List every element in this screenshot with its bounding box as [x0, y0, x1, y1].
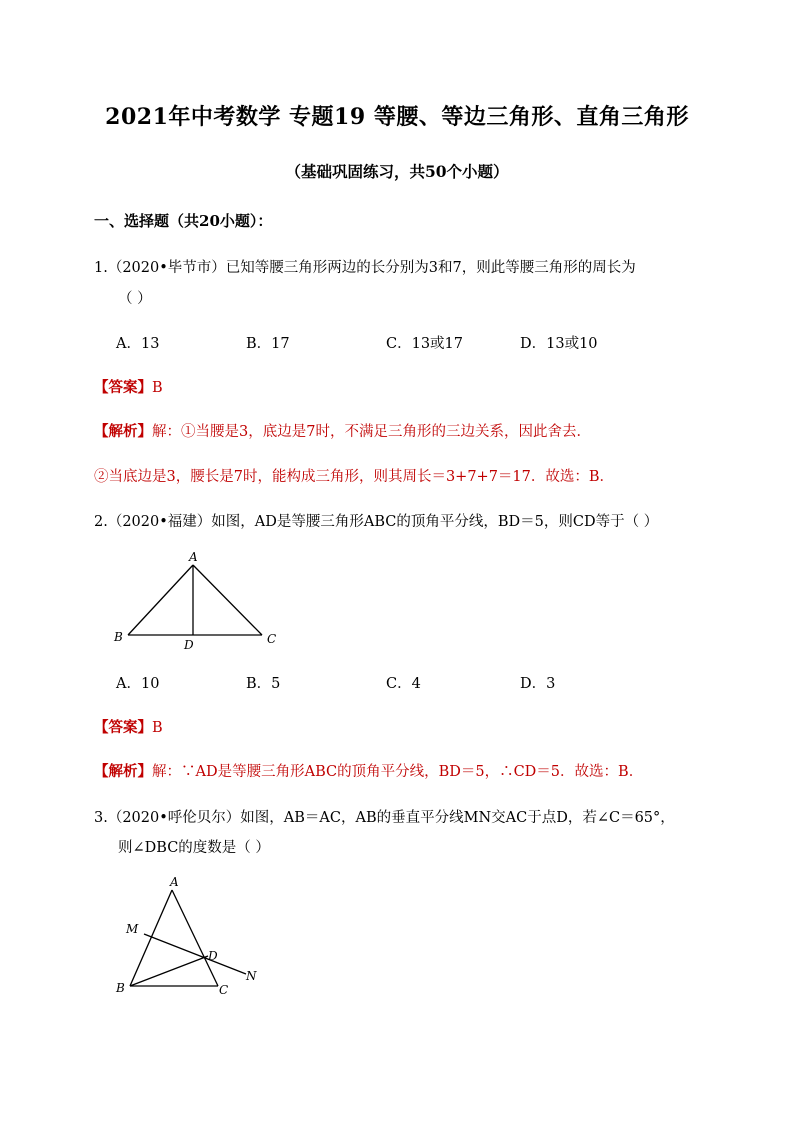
question-2-option-d: D．3	[520, 676, 556, 692]
question-2-option-c: C．4	[386, 676, 421, 692]
answer-label: 【答案】	[94, 719, 152, 736]
question-1-analysis-line-2: ②当底边是3，腰长是7时，能构成三角形，则其周长＝3+7+7＝17．故选：B．	[94, 469, 615, 485]
question-1-analysis	[94, 420, 591, 441]
line-mn	[144, 934, 246, 974]
point-label-b: B	[114, 630, 123, 644]
answer-label: 【答案】	[94, 379, 152, 396]
segment-ac	[172, 890, 218, 986]
question-3-figure	[100, 870, 280, 1005]
analysis-text: 解：∵AD是等腰三角形ABC的顶角平分线，BD＝5，∴CD＝5．故选：B．	[152, 764, 644, 780]
question-2-option-b: B．5	[246, 676, 281, 692]
point-label-a: A	[170, 875, 179, 889]
answer-value: B	[152, 720, 163, 736]
analysis-label: 【解析】	[94, 763, 152, 780]
question-1-option-d: D．13或10	[520, 336, 598, 352]
question-1-option-b: B．17	[246, 336, 290, 352]
question-1-answer	[94, 376, 163, 397]
point-label-c: C	[267, 632, 277, 646]
point-label-a: A	[189, 550, 198, 564]
point-label-d: D	[184, 638, 194, 652]
question-2-analysis	[94, 760, 643, 781]
analysis-label: 【解析】	[94, 423, 152, 440]
point-label-c: C	[219, 983, 229, 997]
question-3-text: 3.（2020•呼伦贝尔）如图，AB＝AC，AB的垂直平分线MN交AC于点D，若∠C＝65°，	[94, 810, 675, 826]
question-1-text: 1.（2020•毕节市）已知等腰三角形两边的长分别为3和7，则此等腰三角形的周长为	[94, 260, 636, 276]
question-2-figure	[100, 545, 300, 660]
segment-ab	[128, 565, 193, 635]
point-label-n: N	[246, 969, 257, 983]
question-1-option-a: A．13	[116, 336, 160, 352]
analysis-text: 解：①当腰是3，底边是7时，不满足三角形的三边关系，因此舍去．	[152, 424, 591, 440]
document-subtitle: （基础巩固练习，共50个小题）	[285, 162, 509, 181]
answer-value: B	[152, 380, 163, 396]
section-heading: 一、选择题（共20小题）：	[94, 212, 273, 230]
question-2-option-a: A．10	[116, 676, 160, 692]
document-title: 2021年中考数学 专题19 等腰、等边三角形、直角三角形	[105, 104, 689, 130]
question-2-answer	[94, 716, 163, 737]
point-label-d: D	[208, 949, 218, 963]
question-2-text: 2.（2020•福建）如图，AD是等腰三角形ABC的顶角平分线，BD＝5，则CD等于（ ）	[94, 514, 659, 530]
question-3-text-line-2: 则∠DBC的度数是（ ）	[118, 840, 270, 856]
point-label-b: B	[116, 981, 125, 995]
question-1-blank: （ ）	[118, 291, 152, 307]
question-1-option-c: C．13或17	[386, 336, 463, 352]
segment-ac	[193, 565, 262, 635]
point-label-m: M	[126, 922, 139, 936]
